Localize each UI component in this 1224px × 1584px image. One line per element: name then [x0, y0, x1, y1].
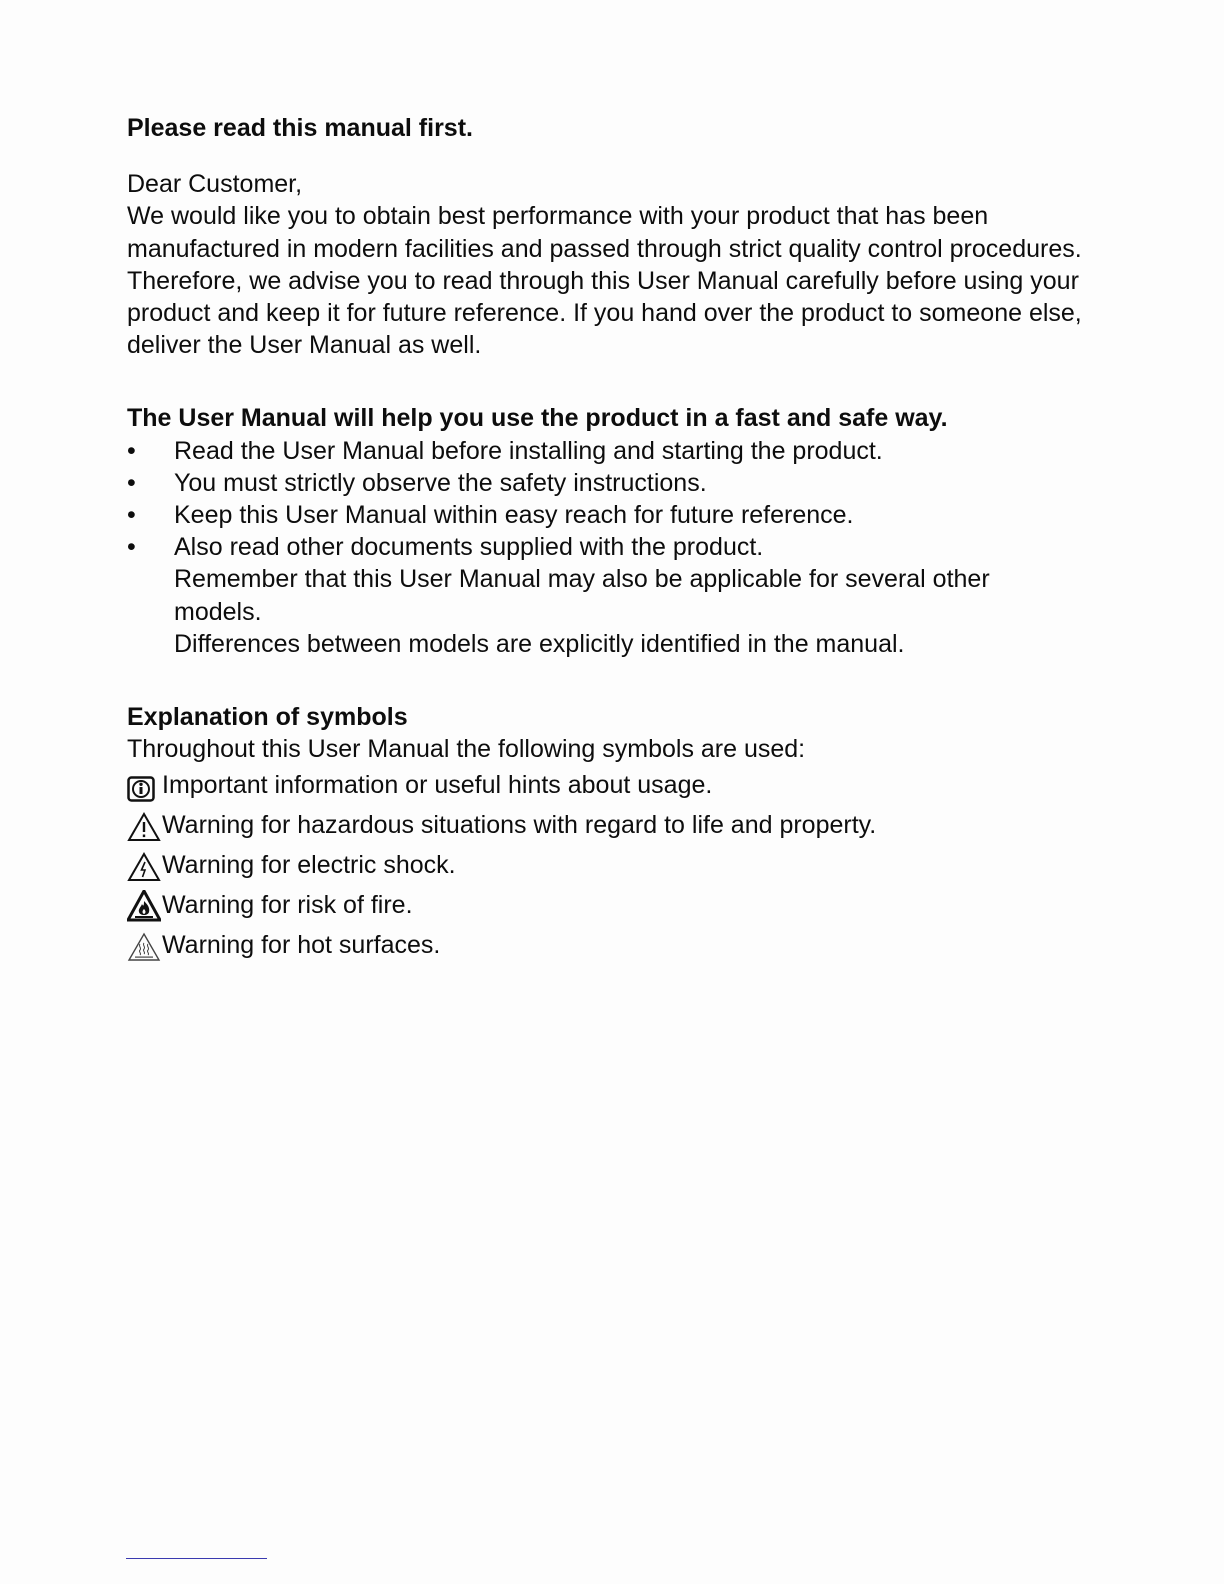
bullet-icon: • — [127, 501, 136, 530]
help-section-heading: The User Manual will help you use the product in a fast and safe way. — [127, 404, 948, 433]
symbol-text: Important information or useful hints about usage. — [162, 771, 713, 800]
heading-read-first: Please read this manual first. — [127, 114, 473, 142]
bullet-text: You must strictly observe the safety instructions. — [174, 468, 707, 497]
symbol-text: Warning for hazardous situations with regard to life and property. — [162, 811, 877, 840]
symbol-text: Warning for hot surfaces. — [162, 931, 441, 960]
differences-note: Differences between models are explicitly identified in the manual. — [174, 629, 905, 658]
help-bullet-list — [127, 435, 1127, 564]
info-icon — [127, 768, 161, 802]
symbols-intro: Throughout this User Manual the following symbols are used: — [127, 735, 806, 764]
list-item — [127, 499, 1127, 531]
hot-surface-icon — [127, 928, 161, 962]
symbol-row-warning — [127, 805, 1127, 845]
bullet-text: Read the User Manual before installing and starting the product. — [174, 436, 883, 465]
bullet-icon: • — [127, 533, 136, 562]
symbol-row-electric-shock — [127, 845, 1127, 885]
symbol-text: Warning for risk of fire. — [162, 891, 413, 920]
intro-paragraph-1: We would like you to obtain best performance with your product that has been manufactured in modern facilities and passed through strict quality control procedures. — [127, 202, 1082, 263]
symbol-row-fire — [127, 885, 1127, 925]
warning-icon — [127, 808, 161, 842]
list-item — [127, 435, 1127, 467]
page-content — [127, 112, 1127, 965]
list-item — [127, 467, 1127, 499]
intro-paragraph-2: Therefore, we advise you to read through this User Manual carefully before using your product and keep it for future reference. If you hand over the product to someone else, deliver the User Manual as well. — [127, 266, 1082, 360]
symbol-text: Warning for electric shock. — [162, 851, 456, 880]
symbol-row-info — [127, 765, 1127, 805]
symbols-heading: Explanation of symbols — [127, 703, 408, 732]
fire-icon — [127, 888, 161, 922]
symbols-list — [127, 765, 1127, 965]
salutation: Dear Customer, — [127, 170, 303, 199]
bullet-text: Also read other documents supplied with the product. — [174, 533, 764, 562]
footer-rule — [126, 1558, 267, 1559]
electric-shock-icon — [127, 848, 161, 882]
bullet-icon: • — [127, 468, 136, 497]
bullet-text: Keep this User Manual within easy reach for future reference. — [174, 501, 854, 530]
remember-note: Remember that this User Manual may also be applicable for several other models. — [174, 565, 990, 626]
list-item — [127, 531, 1127, 563]
bullet-icon: • — [127, 436, 136, 465]
symbol-row-hot-surface — [127, 925, 1127, 965]
